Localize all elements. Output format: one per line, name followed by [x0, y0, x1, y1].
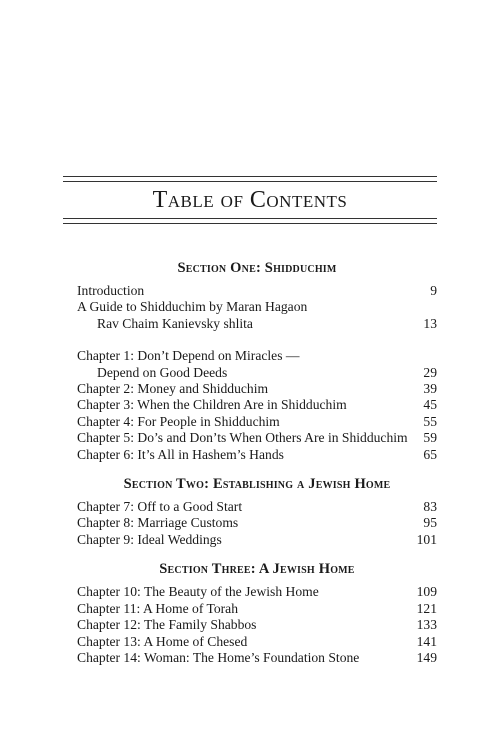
entry-title-line: Chapter 11: A Home of Torah [77, 600, 239, 616]
section-spacer [77, 548, 437, 560]
entry-page-number: 109 [416, 584, 437, 600]
entry-title-line: Chapter 1: Don’t Depend on Miracles — [77, 348, 300, 364]
toc-entry[interactable] [77, 584, 437, 600]
entry-page-number: 141 [416, 633, 437, 649]
entry-title [77, 299, 307, 332]
entry-title [77, 430, 408, 446]
section-heading: Section Two: Establishing a Jewish Home [123, 476, 391, 493]
entry-title [77, 348, 300, 381]
group-spacer [77, 332, 437, 348]
entry-title-line: Chapter 7: Off to a Good Start [77, 499, 243, 515]
entry-page-number: 9 [430, 283, 437, 298]
entry-page-number: 55 [423, 413, 437, 429]
toc-entry[interactable] [77, 283, 437, 299]
entry-page-number: 149 [416, 649, 437, 665]
title-block [63, 176, 437, 224]
page-title: Table of Contents [152, 187, 348, 213]
entry-title-line: Chapter 9: Ideal Weddings [77, 531, 222, 547]
toc-entry[interactable] [77, 601, 437, 617]
toc-entry[interactable] [77, 447, 437, 463]
toc-entry[interactable] [77, 499, 437, 515]
entry-title-line: A Guide to Shidduchim by Maran Hagaon [77, 299, 308, 315]
entry-title [77, 617, 256, 633]
entry-page-number: 65 [423, 446, 437, 462]
entry-page-number: 39 [423, 381, 437, 397]
toc-entry[interactable] [77, 397, 437, 413]
toc-entry[interactable] [77, 348, 437, 381]
entry-page-number: 83 [423, 499, 437, 515]
entry-title [77, 532, 222, 548]
entry-title-line: Chapter 13: A Home of Chesed [77, 633, 248, 649]
entry-title-line: Chapter 4: For People in Shidduchim [77, 413, 280, 429]
entry-title [77, 397, 347, 413]
toc-entry[interactable] [77, 381, 437, 397]
entry-title [77, 650, 359, 666]
entry-title-line: Introduction [77, 283, 145, 298]
entry-title-line: Chapter 3: When the Children Are in Shidduchim [77, 397, 347, 413]
title-bottom-rule [63, 218, 437, 224]
toc-entry[interactable] [77, 650, 437, 666]
section-spacer [77, 463, 437, 475]
toc-entry[interactable] [77, 634, 437, 650]
entry-title [77, 499, 242, 515]
entry-page-number: 45 [423, 397, 437, 413]
toc-entry[interactable] [77, 532, 437, 548]
entry-page-number: 121 [416, 600, 437, 616]
entry-page-number: 29 [423, 364, 437, 380]
entry-title [77, 447, 284, 463]
entry-title-line: Chapter 12: The Family Shabbos [77, 617, 257, 633]
entry-title-line: Chapter 5: Do’s and Don’ts When Others Are in Shidduchim [77, 430, 408, 446]
entry-title-line: Chapter 6: It’s All in Hashem’s Hands [77, 446, 284, 462]
entry-title [77, 283, 144, 299]
entry-title-line: Chapter 14: Woman: The Home’s Foundation Stone [77, 649, 360, 665]
toc-entry[interactable] [77, 299, 437, 332]
toc-entry[interactable] [77, 515, 437, 531]
entry-page-number: 59 [423, 430, 437, 446]
entry-title [77, 634, 247, 650]
section-heading: Section Three: A Jewish Home [159, 561, 355, 578]
entry-title [77, 601, 238, 617]
entry-title [77, 515, 238, 531]
section-heading: Section One: Shidduchim [177, 260, 337, 276]
entry-title-line: Depend on Good Deeds [97, 364, 228, 380]
entry-title [77, 414, 280, 430]
entry-title [77, 381, 268, 397]
entry-title-line: Chapter 10: The Beauty of the Jewish Home [77, 584, 319, 600]
table-of-contents [77, 259, 437, 666]
entry-title-line: Chapter 8: Marriage Customs [77, 515, 239, 531]
toc-entry[interactable] [77, 617, 437, 633]
entry-page-number: 101 [416, 531, 437, 547]
entry-page-number: 95 [423, 515, 437, 531]
toc-entry[interactable] [77, 414, 437, 430]
entry-title-line: Chapter 2: Money and Shidduchim [77, 381, 269, 397]
entry-page-number: 13 [423, 315, 437, 331]
entry-title-line: Rav Chaim Kanievsky shlita [97, 315, 253, 331]
entry-page-number: 133 [416, 617, 437, 633]
toc-entry[interactable] [77, 430, 437, 446]
entry-title [77, 584, 319, 600]
